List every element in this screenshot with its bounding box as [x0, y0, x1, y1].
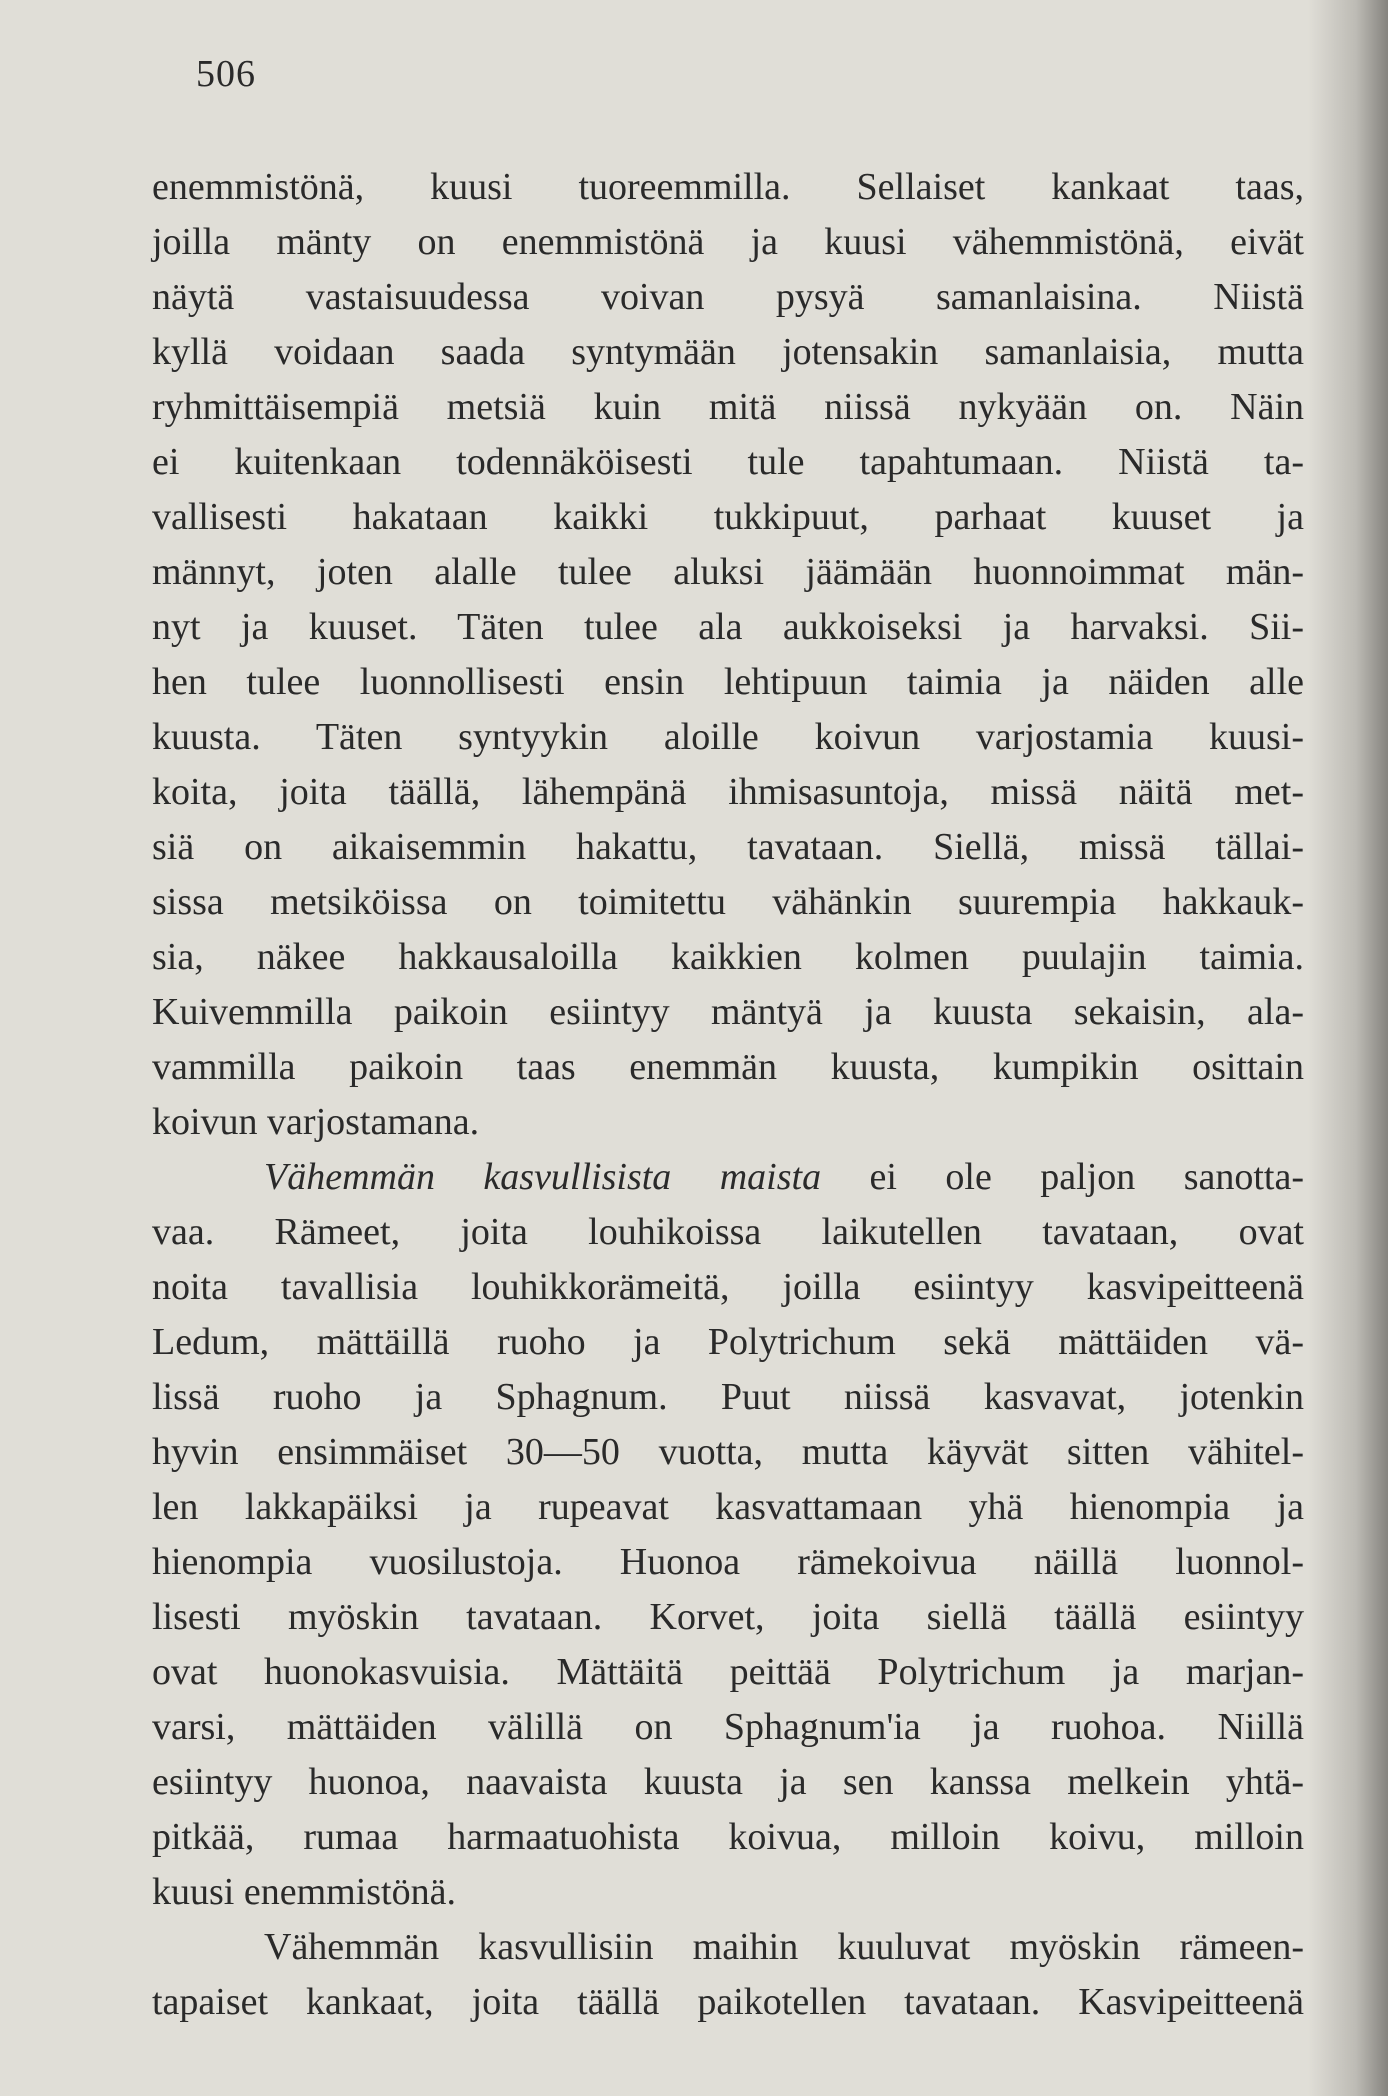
text-line: ryhmittäisempiä metsiä kuin mitä niissä nykyään on. Näin	[152, 386, 1304, 428]
text-line: pitkää, rumaa harmaatuohista koivua, milloin koivu, milloin	[152, 1816, 1304, 1858]
text-line: tapaiset kankaat, joita täällä paikotellen tavataan. Kasvipeitteenä	[152, 1981, 1304, 2023]
text-line: ei kuitenkaan todennäköisesti tule tapahtumaan. Niistä ta-	[152, 441, 1304, 483]
text-line: Ledum, mättäillä ruoho ja Polytrichum sekä mättäiden vä-	[152, 1321, 1304, 1363]
text-line: koivun varjostamana.	[152, 1101, 480, 1143]
text-fragment: ei ole paljon sanotta-	[821, 1156, 1304, 1198]
text-line: sissa metsiköissa on toimitettu vähänkin suurempia hakkauk-	[152, 881, 1304, 923]
text-line: vallisesti hakataan kaikki tukkipuut, parhaat kuuset ja	[152, 496, 1304, 538]
text-line: näytä vastaisuudessa voivan pysyä samanlaisina. Niistä	[152, 276, 1304, 318]
text-line: vaa. Rämeet, joita louhikoissa laikutellen tavataan, ovat	[152, 1211, 1304, 1253]
text-line: ovat huonokasvuisia. Mättäitä peittää Polytrichum ja marjan-	[152, 1651, 1304, 1693]
text-line: hienompia vuosilustoja. Huonoa rämekoivua näillä luonnol-	[152, 1541, 1304, 1583]
text-line: hen tulee luonnollisesti ensin lehtipuun taimia ja näiden alle	[152, 661, 1304, 703]
text-line: kyllä voidaan saada syntymään jotensakin samanlaisia, mutta	[152, 331, 1304, 373]
text-line: len lakkapäiksi ja rupeavat kasvattamaan yhä hienompia ja	[152, 1486, 1304, 1528]
text-line: Vähemmän kasvullisiin maihin kuuluvat myöskin rämeen-	[264, 1926, 1304, 1968]
italic-heading: Vähemmän kasvullisista maista	[264, 1156, 822, 1198]
text-line: männyt, joten alalle tulee aluksi jäämään huonnoimmat män-	[152, 551, 1304, 593]
text-line: nyt ja kuuset. Täten tulee ala aukkoiseksi ja harvaksi. Sii-	[152, 606, 1304, 648]
paragraph-opening-line	[152, 1150, 1304, 1205]
text-line: joilla mänty on enemmistönä ja kuusi vähemmistönä, eivät	[152, 221, 1304, 263]
text-line: sia, näkee hakkausaloilla kaikkien kolmen puulajin taimia.	[152, 936, 1304, 978]
text-line: Kuivemmilla paikoin esiintyy mäntyä ja kuusta sekaisin, ala-	[152, 991, 1304, 1033]
text-line: kuusi enemmistönä.	[152, 1871, 456, 1913]
text-line: esiintyy huonoa, naavaista kuusta ja sen kanssa melkein yhtä-	[152, 1761, 1304, 1803]
body-text	[152, 160, 1304, 2030]
text-line: lisesti myöskin tavataan. Korvet, joita siellä täällä esiintyy	[152, 1596, 1304, 1638]
text-line: noita tavallisia louhikkorämeitä, joilla esiintyy kasvipeitteenä	[152, 1266, 1304, 1308]
binding-shadow	[1308, 0, 1388, 2096]
text-line: enemmistönä, kuusi tuoreemmilla. Sellaiset kankaat taas,	[152, 166, 1304, 208]
text-line: lissä ruoho ja Sphagnum. Puut niissä kasvavat, jotenkin	[152, 1376, 1304, 1418]
text-line: koita, joita täällä, lähempänä ihmisasuntoja, missä näitä met-	[152, 771, 1304, 813]
text-line: kuusta. Täten syntyykin aloille koivun varjostamia kuusi-	[152, 716, 1304, 758]
text-line: siä on aikaisemmin hakattu, tavataan. Siellä, missä tällai-	[152, 826, 1304, 868]
text-line: hyvin ensimmäiset 30—50 vuotta, mutta käyvät sitten vähitel-	[152, 1431, 1304, 1473]
text-line: varsi, mättäiden välillä on Sphagnum'ia ja ruohoa. Niillä	[152, 1706, 1304, 1748]
text-line: vammilla paikoin taas enemmän kuusta, kumpikin osittain	[152, 1046, 1304, 1088]
page-number: 506	[196, 53, 256, 95]
